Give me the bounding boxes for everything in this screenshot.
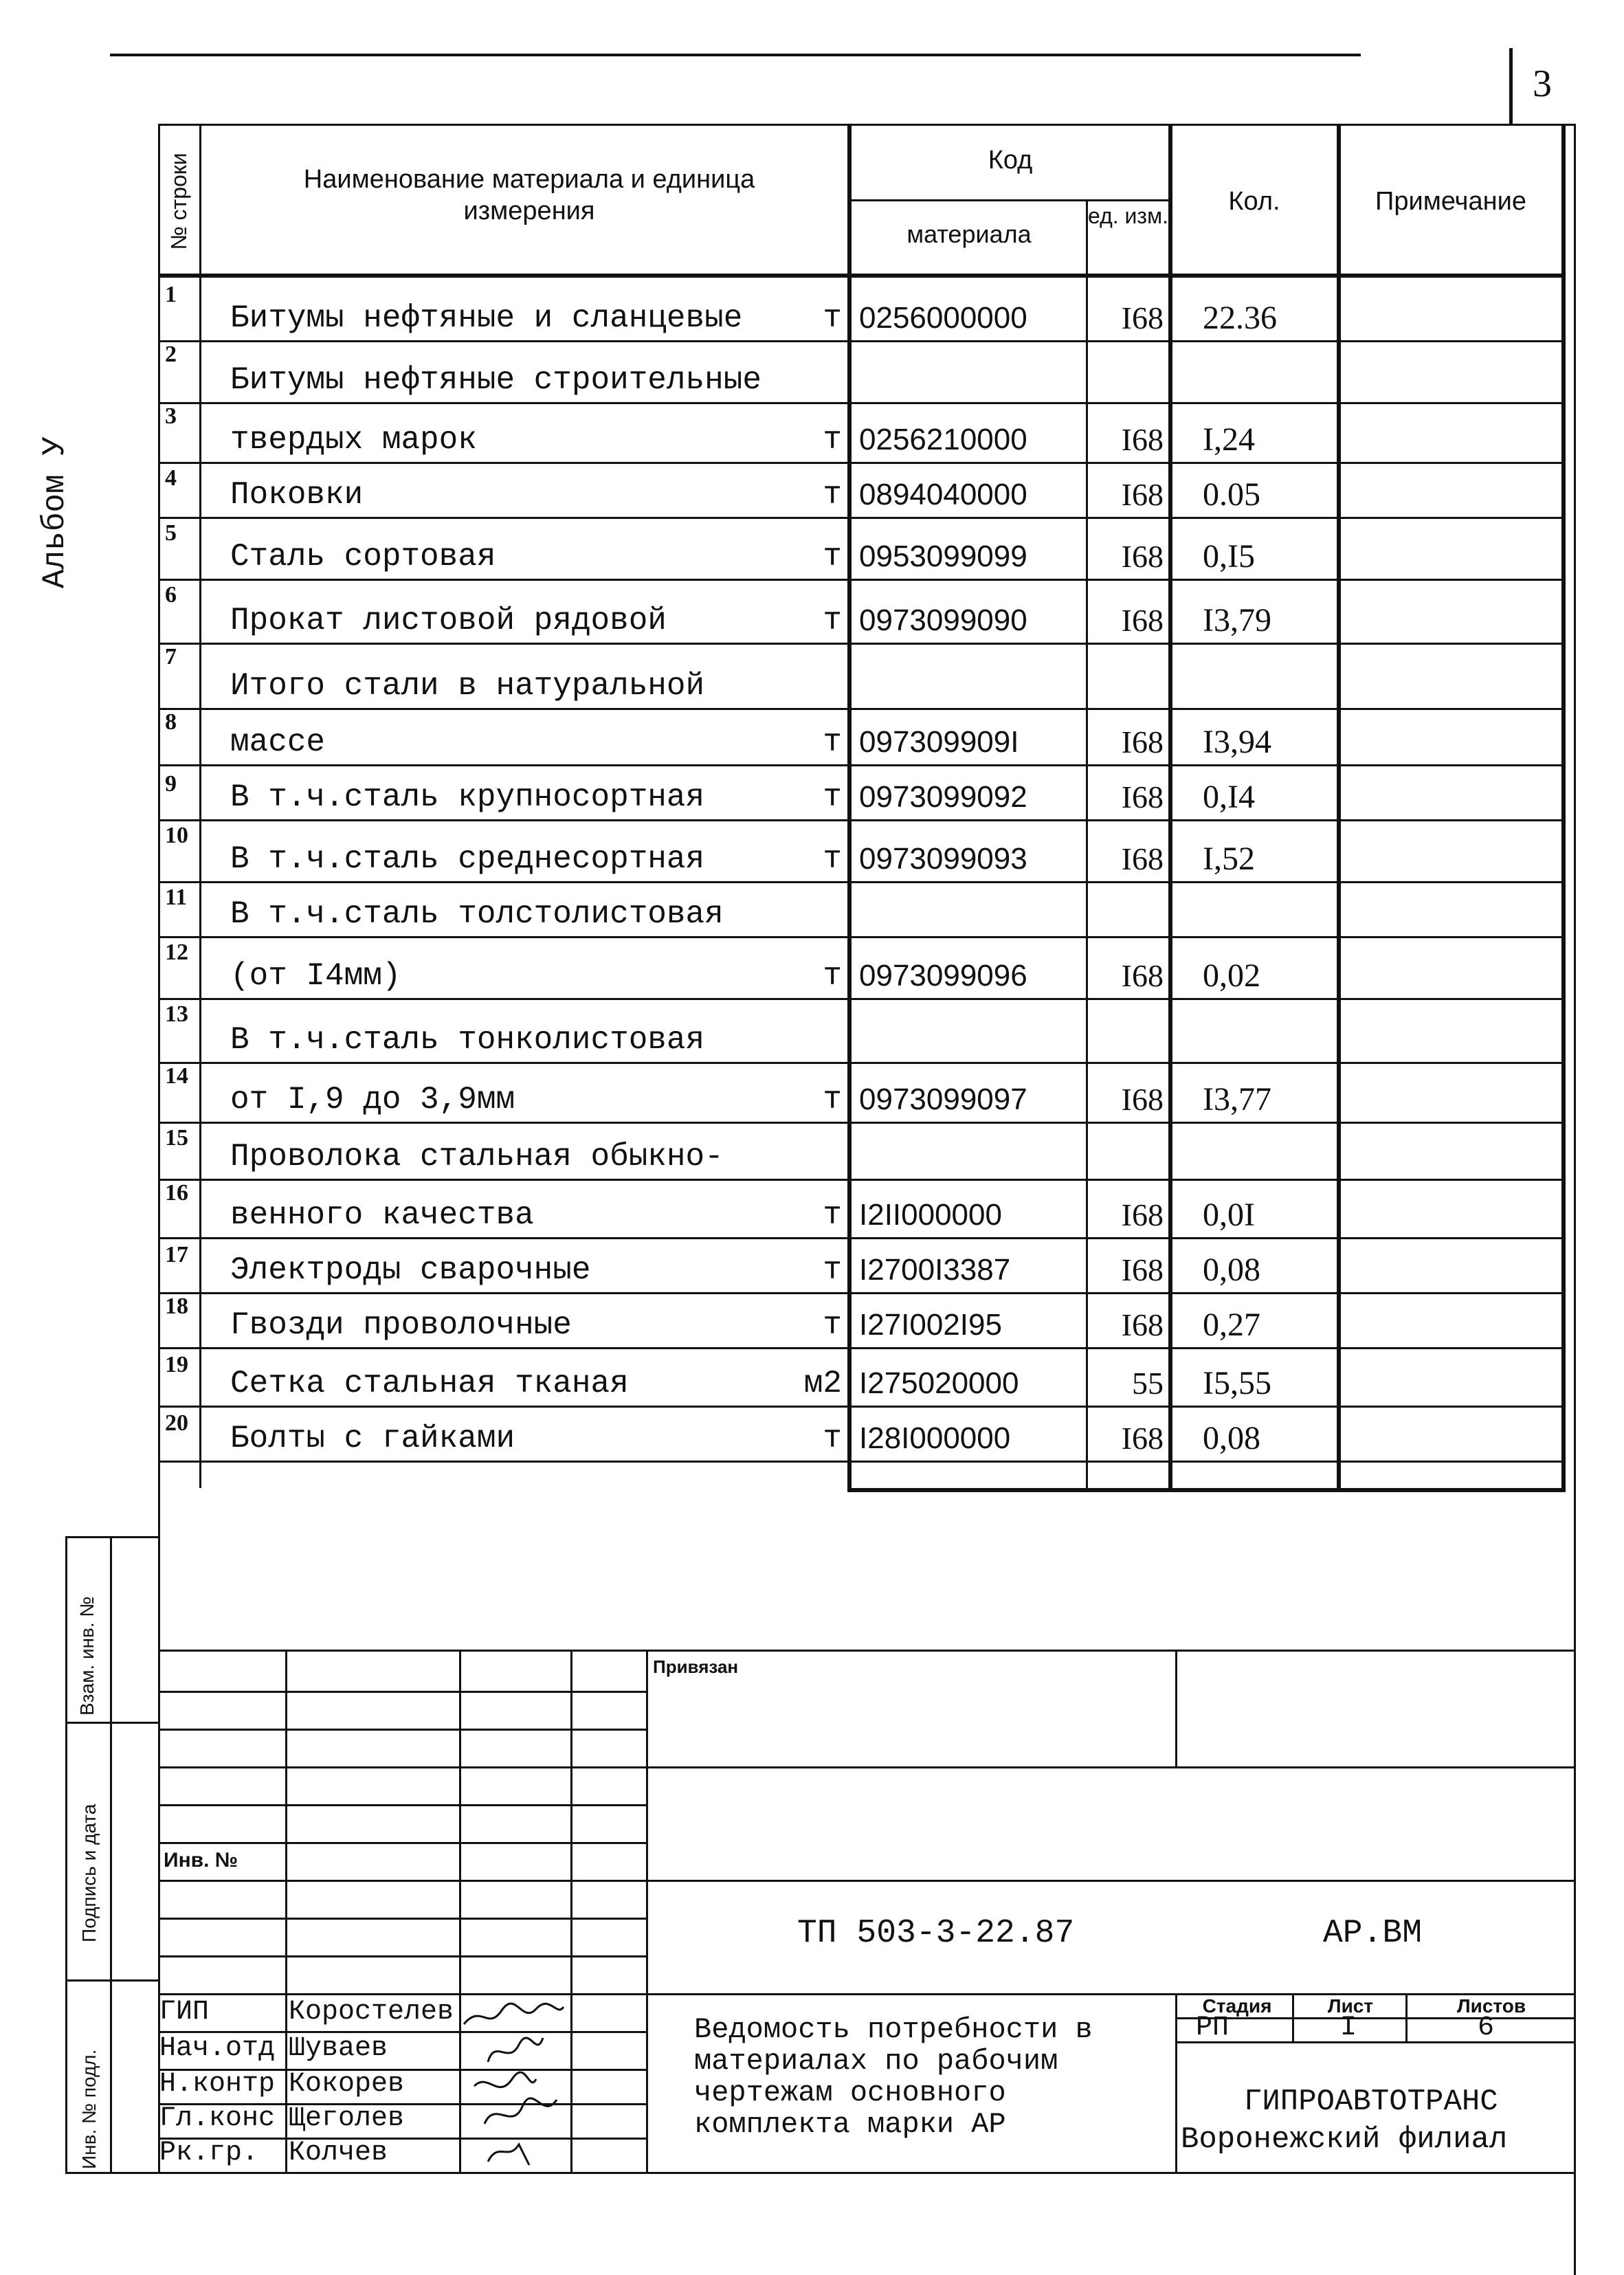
material-name: В т.ч.сталь крупносортная	[230, 779, 705, 815]
material-code: I2II000000	[859, 1198, 1002, 1232]
branch-name: Воронежский филиал	[1181, 2122, 1508, 2157]
doc-code: ТП 503-3-22.87	[797, 1915, 1075, 1952]
sheet-label: Лист	[1327, 1995, 1374, 2017]
row-number: 12	[165, 940, 188, 965]
quantity: 0,08	[1203, 1252, 1260, 1288]
person-name: Шуваев	[289, 2033, 388, 2064]
quantity: I,52	[1203, 841, 1255, 877]
header-name: Наименование материала и единица измерения	[303, 165, 755, 225]
material-unit: т	[823, 422, 842, 458]
header-row-no: № строки	[166, 153, 191, 250]
unit-code: 55	[1132, 1366, 1164, 1401]
material-code: 0973099090	[859, 603, 1027, 637]
row-number: 16	[165, 1180, 188, 1206]
material-unit: т	[823, 300, 842, 336]
material-unit: м2	[803, 1366, 842, 1401]
person-name: Щеголев	[289, 2103, 405, 2134]
quantity: I,24	[1203, 421, 1255, 458]
quantity: 0.05	[1203, 476, 1260, 513]
sheets-label: Листов	[1456, 1995, 1526, 2017]
material-code: I275020000	[859, 1366, 1019, 1400]
material-name: Сетка стальная тканая	[230, 1366, 629, 1401]
row-number: 3	[165, 403, 177, 429]
sheet-value: I	[1340, 2012, 1357, 2043]
header-code-unit: ед. изм.	[1088, 203, 1168, 228]
material-code: 0953099099	[859, 540, 1027, 573]
stage-label: Стадия	[1202, 1995, 1272, 2017]
row-number: 14	[165, 1063, 188, 1089]
header-code: Код	[988, 146, 1033, 175]
material-name: массе	[230, 724, 326, 760]
material-code: 0894040000	[859, 478, 1027, 511]
signatures	[460, 1997, 570, 2168]
material-name: Болты с гайками	[230, 1421, 515, 1456]
material-code: 0973099096	[859, 959, 1027, 992]
quantity: 0,08	[1203, 1420, 1260, 1456]
row-number: 2	[165, 342, 177, 367]
quantity: 0,27	[1203, 1307, 1260, 1343]
unit-code: I68	[1121, 1197, 1164, 1232]
header-qty: Кол.	[1228, 187, 1280, 216]
unit-code: I68	[1121, 300, 1164, 335]
unit-code: I68	[1121, 724, 1164, 759]
material-name: (от I4мм)	[230, 958, 401, 994]
material-name: от I,9 до 3,9мм	[230, 1082, 515, 1118]
material-unit: т	[823, 477, 842, 513]
row-number: 8	[165, 709, 177, 735]
material-code: 0973099097	[859, 1083, 1027, 1116]
material-unit: т	[823, 1252, 842, 1288]
material-name: Битумы нефтяные и сланцевые	[230, 300, 743, 336]
material-unit: т	[823, 1082, 842, 1118]
unit-code: I68	[1121, 1421, 1164, 1456]
row-number: 7	[165, 644, 177, 669]
quantity: 0,02	[1203, 957, 1260, 994]
unit-code: I68	[1121, 422, 1164, 457]
role-label: Н.контр	[159, 2069, 276, 2100]
row-number: 4	[165, 465, 177, 491]
person-name: Коростелев	[289, 1997, 454, 2028]
album-label: Альбом У	[37, 436, 73, 588]
role-label: Гл.конс	[159, 2103, 276, 2134]
quantity: I3,79	[1203, 602, 1271, 639]
quantity: 0,I5	[1203, 538, 1255, 575]
person-name: Кокорев	[289, 2069, 405, 2100]
row-number: 9	[165, 771, 177, 797]
material-name: Электроды сварочные	[230, 1252, 591, 1288]
material-code: I2700I3387	[859, 1253, 1011, 1287]
person-name: Колчев	[289, 2138, 388, 2168]
quantity: I3,94	[1203, 724, 1271, 760]
stamp-podpis: Подпись и дата	[78, 1804, 100, 1942]
page-number: 3	[1533, 63, 1552, 105]
unit-code: I68	[1121, 958, 1164, 993]
unit-code: I68	[1121, 477, 1164, 512]
row-number: 18	[165, 1294, 188, 1319]
material-code: I28I000000	[859, 1421, 1011, 1455]
row-number: 6	[165, 582, 177, 608]
material-name: венного качества	[230, 1197, 534, 1233]
unit-code: I68	[1121, 1252, 1164, 1287]
material-unit: т	[823, 779, 842, 815]
material-name: В т.ч.сталь толстолистовая	[230, 896, 724, 932]
material-code: 0256210000	[859, 423, 1027, 456]
row-number: 13	[165, 1001, 188, 1027]
material-name: Поковки	[230, 477, 364, 513]
stamp-inv-podl: Инв. № подл.	[78, 2049, 100, 2169]
material-name: В т.ч.сталь среднесортная	[230, 841, 705, 877]
unit-code: I68	[1121, 1307, 1164, 1342]
material-unit: т	[823, 539, 842, 575]
material-unit: т	[823, 1307, 842, 1343]
row-number: 17	[165, 1242, 188, 1267]
header-note: Примечание	[1375, 187, 1526, 216]
material-unit: т	[823, 603, 842, 639]
inv-no-label: Инв. №	[164, 1849, 238, 1872]
unit-code: I68	[1121, 779, 1164, 814]
unit-code: I68	[1121, 1082, 1164, 1117]
material-name: Проволока стальная обыкно-	[230, 1139, 724, 1175]
material-code: 0973099093	[859, 842, 1027, 876]
header-code-material: материала	[906, 220, 1032, 248]
material-name: твердых марок	[230, 422, 477, 458]
quantity: 0,I4	[1203, 779, 1255, 815]
material-name: Прокат листовой рядовой	[230, 603, 667, 639]
sheet-title: Ведомость потребности в материалах по рабочим чертежам основного комплекта марки АР	[694, 2013, 1093, 2141]
sheets-value: 6	[1478, 2012, 1495, 2043]
material-name: В т.ч.сталь тонколистовая	[230, 1022, 705, 1058]
quantity: 22.36	[1203, 300, 1277, 336]
material-code: 097309909I	[859, 725, 1019, 759]
org-name: ГИПРОАВТОТРАНС	[1244, 2085, 1498, 2119]
row-number: 11	[165, 885, 188, 910]
privyazan-label: Привязан	[653, 1656, 739, 1677]
row-number: 10	[165, 823, 188, 848]
material-code: I27I002I95	[859, 1308, 1002, 1342]
row-number: 19	[165, 1352, 188, 1377]
role-label: Рк.гр.	[159, 2138, 259, 2168]
row-number: 20	[165, 1410, 188, 1436]
material-unit: т	[823, 1421, 842, 1456]
material-name: Гвозди проволочные	[230, 1307, 572, 1343]
role-label: Нач.отд	[159, 2033, 276, 2064]
unit-code: I68	[1121, 841, 1164, 876]
material-unit: т	[823, 841, 842, 877]
quantity: I3,77	[1203, 1081, 1271, 1118]
material-unit: т	[823, 1197, 842, 1233]
doc-mark: АР.ВМ	[1323, 1915, 1423, 1952]
material-code: 0973099092	[859, 780, 1027, 814]
quantity: 0,0I	[1203, 1197, 1255, 1233]
material-unit: т	[823, 958, 842, 994]
quantity: I5,55	[1203, 1365, 1271, 1401]
stage-value: РП	[1196, 2012, 1230, 2043]
unit-code: I68	[1121, 539, 1164, 574]
material-unit: т	[823, 724, 842, 760]
row-number: 1	[165, 282, 177, 307]
role-label: ГИП	[159, 1997, 210, 2028]
row-number: 15	[165, 1125, 188, 1151]
material-name: Итого стали в натуральной	[230, 668, 705, 704]
unit-code: I68	[1121, 603, 1164, 638]
material-name: Сталь сортовая	[230, 539, 496, 575]
stamp-vzam: Взам. инв. №	[76, 1596, 98, 1716]
row-number: 5	[165, 520, 177, 546]
material-code: 0256000000	[859, 301, 1027, 335]
material-name: Битумы нефтяные строительные	[230, 362, 761, 398]
